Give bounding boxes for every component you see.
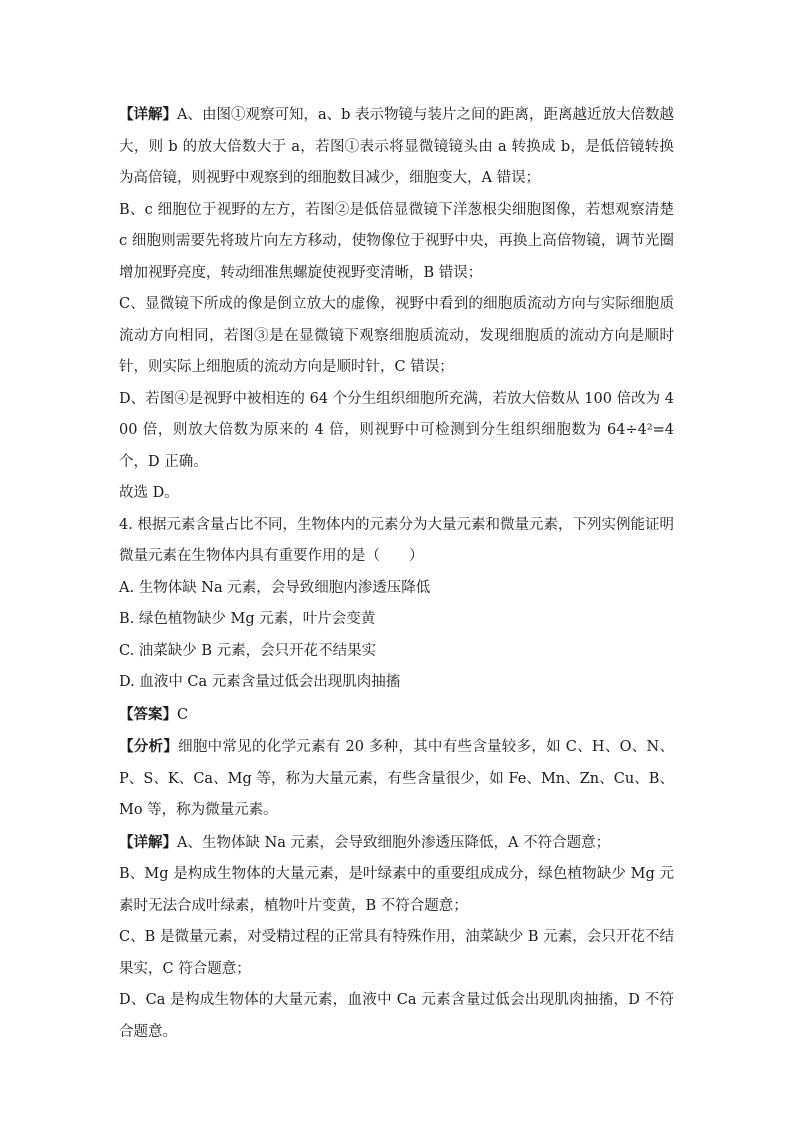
paragraph-text: B、c 细胞位于视野的左方，若图②是低倍显微镜下洋葱根尖细胞图像，若想观察清楚 c 细胞则需要先将玻片向左方移动，使物像位于视野中央，再换上高倍物镜，调节光圈增加视野亮度，转动细准焦螺旋使视野变清晰，B 错误；	[119, 201, 674, 281]
section-tag: 【答案】	[119, 705, 177, 723]
detail-paragraph-b	[119, 859, 674, 922]
question-4-stem	[119, 510, 674, 573]
explanation-paragraph-b	[119, 195, 674, 290]
paragraph-text: C. 油菜缺少 B 元素，会只开花不结果实	[119, 642, 377, 659]
paragraph-text: B、Mg 是构成生物体的大量元素，是叶绿素中的重要组成成分，绿色植物缺少 Mg 元素时无法合成叶绿素，植物叶片变黄，B 不符合题意；	[119, 866, 674, 914]
paragraph-text: A、生物体缺 Na 元素，会导致细胞外渗透压降低，A 不符合题意；	[177, 834, 611, 851]
paragraph-text: C、B 是微量元素，对受精过程的正常具有特殊作用，油菜缺少 B 元素，会只开花不结果实，C 符合题意；	[119, 929, 674, 977]
paragraph-text: C	[177, 706, 189, 723]
paragraph-text: D、若图④是视野中被相连的 64 个分生组织细胞所充满，若放大倍数从 100 倍改为 400 倍，则放大倍数为原来的 4 倍，则视野中可检测到分生组织细胞数为 64÷4²=4 个，D 正确。	[119, 390, 674, 470]
answer-paragraph	[119, 699, 674, 732]
explanation-paragraph-d	[119, 384, 674, 479]
answer-choice-line	[119, 478, 674, 510]
detail-paragraph-c	[119, 922, 674, 985]
explanation-paragraph-c	[119, 289, 674, 384]
option-d	[119, 667, 674, 699]
paragraph-text: 细胞中常见的化学元素有 20 多种，其中有些含量较多，如 C、H、O、N、P、S、K、Ca、Mg 等，称为大量元素，有些含量很少，如 Fe、Mn、Zn、Cu、B、Mo 等，称为微量元素。	[119, 739, 675, 818]
paragraph-text: D、Ca 是构成生物体的大量元素，血液中 Ca 元素含量过低会出现肌肉抽搐，D 不符合题意。	[119, 992, 674, 1040]
analysis-paragraph	[119, 731, 674, 827]
option-b	[119, 604, 674, 636]
explanation-paragraph-a	[119, 99, 674, 195]
paragraph-text: A. 生物体缺 Na 元素，会导致细胞内渗透压降低	[119, 579, 431, 596]
paragraph-text: 故选 D。	[119, 485, 179, 501]
paragraph-text: B. 绿色植物缺少 Mg 元素，叶片会变黄	[119, 611, 376, 627]
detail-paragraph-d	[119, 985, 674, 1048]
detail-paragraph-a	[119, 827, 674, 860]
paragraph-text: 4. 根据元素含量占比不同，生物体内的元素分为大量元素和微量元素，下列实例能证明微量元素在生物体内具有重要作用的是（ ）	[119, 516, 674, 564]
section-tag: 【详解】	[119, 833, 177, 851]
option-c	[119, 636, 674, 668]
paragraph-text: C、显微镜下所成的像是倒立放大的虚像，视野中看到的细胞质流动方向与实际细胞质流动方向相同，若图③是在显微镜下观察细胞质流动，发现细胞质的流动方向是顺时针，则实际上细胞质的流动方向是顺时针，C 错误；	[119, 296, 674, 375]
option-a	[119, 573, 674, 605]
section-tag: 【分析】	[119, 738, 179, 755]
paragraph-text: A、由图①观察可知，a、b 表示物镜与装片之间的距离，距离越近放大倍数越大，则 b 的放大倍数大于 a，若图①表示将显微镜镜头由 a 转换成 b，是低倍镜转换为高倍镜，则视野中观察到的细胞数目减少，细胞变大，A 错误；	[119, 107, 675, 186]
section-tag: 【详解】	[119, 106, 177, 123]
paragraph-text: D. 血液中 Ca 元素含量过低会出现肌肉抽搐	[119, 674, 401, 690]
document-page	[119, 99, 674, 1048]
